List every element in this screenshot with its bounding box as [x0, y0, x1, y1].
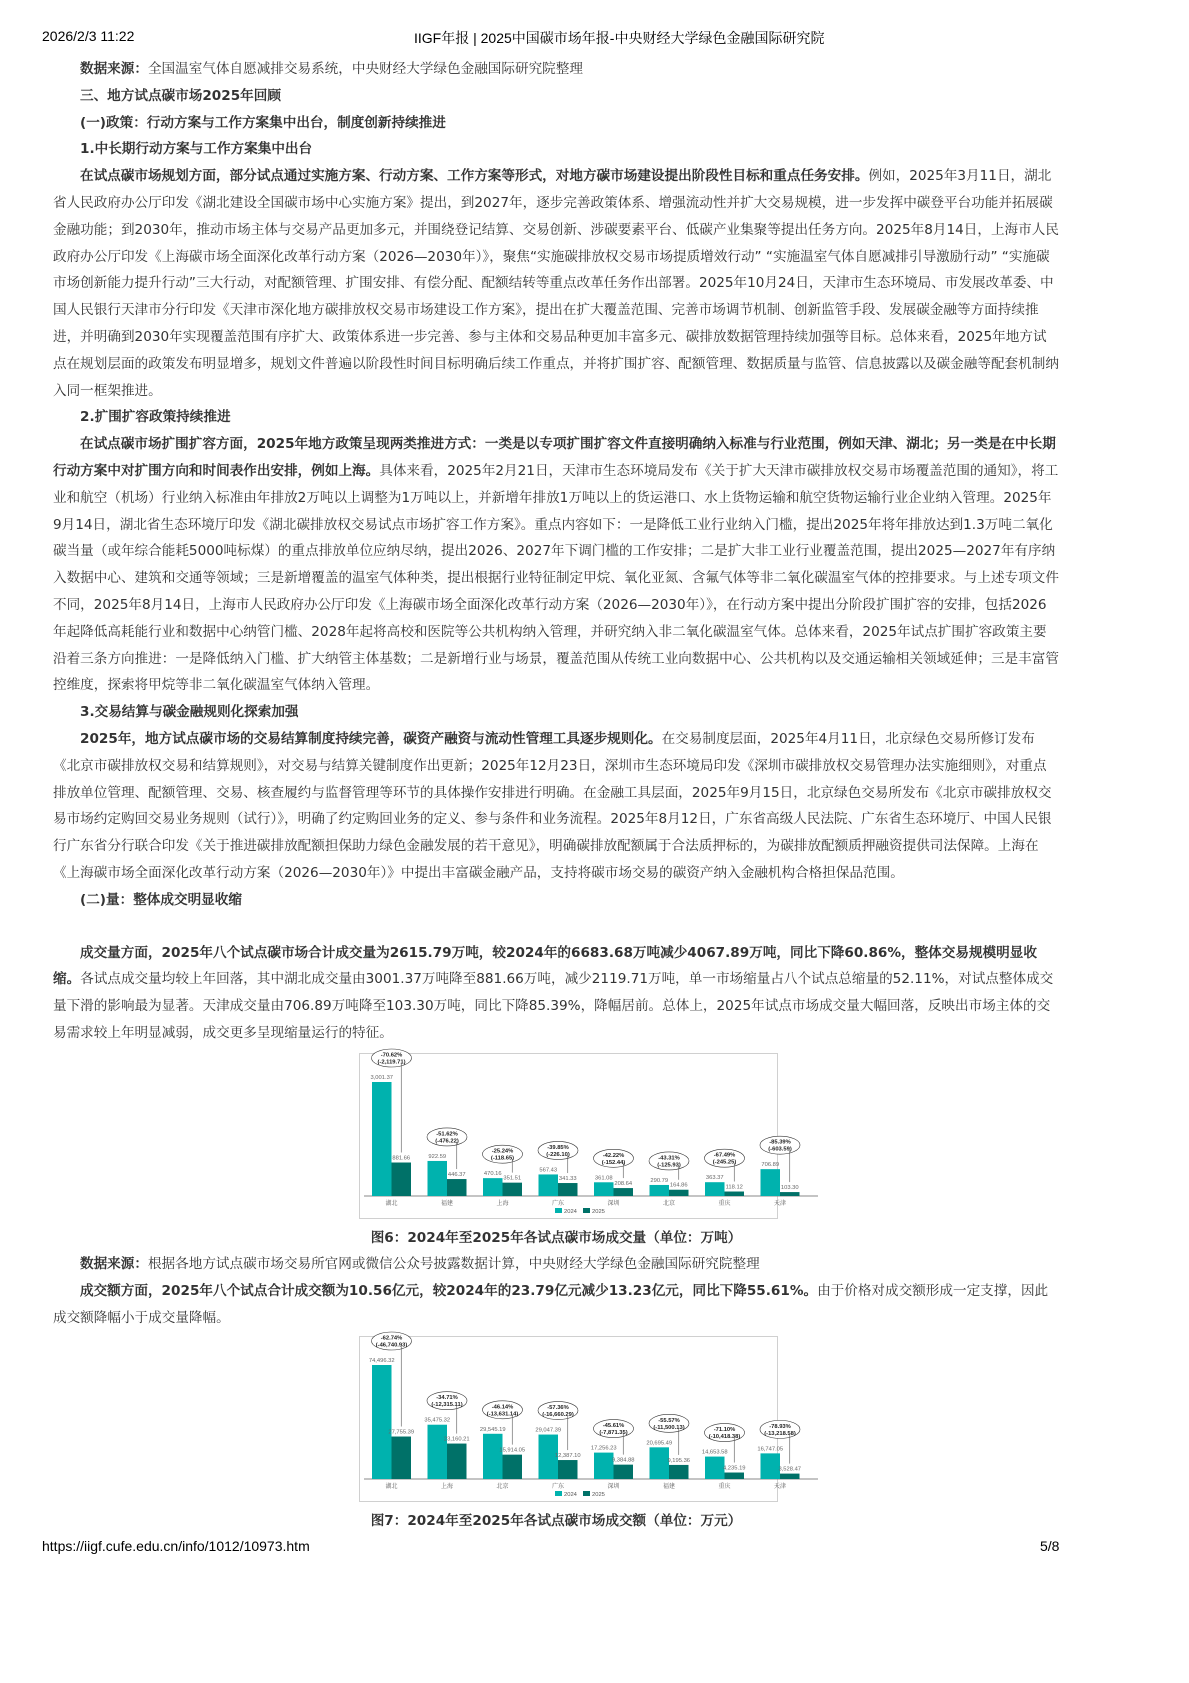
annotation-pct: -67.49% — [713, 1152, 736, 1159]
annotation-diff: (-152.44) — [601, 1159, 626, 1166]
annotation-diff: (-125.93) — [657, 1162, 681, 1169]
bar-2025 — [392, 1162, 412, 1195]
annotation-pct: -46.14% — [491, 1404, 514, 1411]
bar-2025 — [669, 1189, 689, 1195]
annotation-pct: -85.39% — [769, 1139, 791, 1146]
figure-6-caption: 图6：2024年至2025年各试点碳市场成交量（单位：万吨） — [370, 1229, 742, 1246]
annotation-diff: (-226.10) — [546, 1151, 570, 1158]
bar-2024 — [705, 1456, 725, 1478]
data-label: 17,256.23 — [590, 1445, 617, 1452]
subsection-heading-volume: (二)量：整体成交明显收缩 — [80, 891, 242, 908]
heading-2: 2.扩围扩容政策持续推进 — [80, 409, 231, 426]
bar-2024 — [483, 1434, 503, 1479]
bar-2025 — [614, 1465, 634, 1479]
annotation-pct: -55.57% — [658, 1417, 680, 1424]
bar-2024 — [428, 1161, 448, 1196]
annotation-diff: (-11,500.13) — [653, 1424, 685, 1431]
chart-value — [359, 1335, 802, 1502]
source-text: 全国温室气体自愿减排交易系统，中央财经大学绿色金融国际研究院整理 — [147, 61, 583, 77]
data-label: 9,384.88 — [611, 1457, 635, 1464]
bar-2024 — [761, 1453, 781, 1479]
category-label: 福建 — [662, 1483, 676, 1490]
paragraph-3 — [53, 726, 1059, 887]
annotation-diff: (-118.65) — [490, 1155, 515, 1162]
data-label: 208.64 — [614, 1180, 633, 1187]
data-label: 27,755.39 — [388, 1429, 415, 1436]
category-label: 福建 — [440, 1200, 454, 1207]
category-label: 上海 — [440, 1483, 454, 1490]
data-label: 20,695.49 — [646, 1440, 673, 1447]
bar-2025 — [725, 1472, 745, 1478]
bar-2025 — [503, 1182, 523, 1195]
lead: 在试点碳市场规划方面，部分试点通过实施方案、行动方案、工作方案等形式，对地方碳市场建设提出阶段性目标和重点任务安排。 — [80, 168, 869, 185]
data-source-2 — [53, 1251, 1059, 1278]
annotation-pct: -39.85% — [547, 1144, 569, 1151]
body: 例如，2025年3月11日，湖北省人民政府办公厅印发《湖北建设全国碳市场中心实施方案》提出，到2027年，逐步完善政策体系、增强流动性并扩大交易规模，进一步发挥中碳登平台功能并拓展碳金融功能；到2030年，推动市场主体与交易产品更加多元，并围绕登记结算、交易创新、涉碳要素平台、低碳产业集聚等提出任务方向。2025年8月14日，上海市人民政府办公厅印发《上海碳市场全面深化改革行动方案（2026—2030年）》，聚焦“实施碳排放权交易市场提质增效行动” “实施温室气体自愿减排引导激励行动” “实施碳市场创新能力提升行动”三大行动，对配额管理、扩围安排、有偿分配、配额结转等重点改革任务作出部署。2025年10月24日，天津市生态环境局、市发展改革委、中国人民银行天津市分行印发《天津市深化地方碳排放权交易市场建设工作方案》，提出在扩大覆盖范围、完善市场调节机制、创新监管手段、发展碳金融等方面持续推进，并明确到2030年实现覆盖范围有序扩大、政策体系进一步完善、参与主体和交易品种更加丰富多元、碳排放数据管理持续加强等目标。总体来看，2025年地方试点在规划层面的政策发布明显增多，规划文件普遍以阶段性时间目标明确后续工作重点，并将扩围扩容、配额管理、数据质量与监管、信息披露以及碳金融等配套机制纳入同一框架推进。 — [53, 168, 1059, 399]
data-label: 567.43 — [539, 1167, 558, 1174]
annotation-pct: -45.61% — [602, 1422, 625, 1429]
data-label: 9,195.36 — [667, 1457, 691, 1464]
bar-2024 — [594, 1452, 614, 1478]
data-label: 341.33 — [558, 1175, 577, 1182]
legend-label: 2024 — [564, 1491, 577, 1498]
paragraph-5 — [53, 1278, 1059, 1332]
annotation-diff: (-13,218.58) — [764, 1430, 796, 1437]
category-label: 深圳 — [607, 1483, 620, 1490]
annotation-pct: -78.93% — [769, 1423, 791, 1430]
lead: 成交额方面，2025年八个试点合计成交额为10.56亿元，较2024年的23.79亿元减少13.23亿元，同比下降55.61%。 — [80, 1283, 818, 1300]
heading-3: 3.交易结算与碳金融规则化探索加强 — [80, 704, 299, 721]
category-label: 重庆 — [718, 1483, 731, 1490]
data-label: 363.37 — [705, 1174, 724, 1181]
bar-2024 — [372, 1365, 392, 1479]
bar-2025 — [669, 1465, 689, 1479]
lead: 在试点碳市场扩围扩容方面，2025年地方政策呈现两类推进方式：一类是以专项扩围扩容文件直接明确纳入标准与行业范围，例如天津、湖北；另一类是在中长期行动方案中对扩围方向和时间表作出安排，例如上海。 — [53, 436, 1056, 479]
source-label: 数据来源： — [80, 61, 148, 77]
annotation-diff: (-603.59) — [768, 1146, 792, 1153]
paragraph-1 — [53, 163, 1059, 404]
data-label: 16,747.05 — [757, 1446, 784, 1453]
source-label: 数据来源： — [80, 1256, 148, 1273]
bar-2024 — [650, 1447, 670, 1479]
article-body — [53, 56, 1059, 1535]
bar-2025 — [447, 1443, 467, 1478]
category-label: 天津 — [773, 1200, 787, 1207]
annotation-pct: -25.24% — [491, 1148, 514, 1155]
data-label: 706.89 — [761, 1161, 780, 1168]
bar-2025 — [503, 1455, 523, 1479]
annotation-pct: -34.71% — [436, 1395, 458, 1402]
annotation-pct: -42.22% — [602, 1152, 625, 1159]
legend-swatch — [555, 1208, 562, 1213]
data-label: 15,914.05 — [499, 1447, 526, 1454]
data-label: 14,653.58 — [701, 1449, 728, 1456]
bar-2024 — [761, 1169, 781, 1196]
data-label: 470.16 — [483, 1170, 502, 1177]
legend-label: 2025 — [592, 1491, 605, 1498]
data-label: 881.66 — [392, 1155, 411, 1162]
heading-1: 1.中长期行动方案与工作方案集中出台 — [80, 141, 313, 158]
print-date: 2026/2/3 11:22 — [42, 28, 135, 44]
data-label: 35,475.32 — [424, 1417, 451, 1424]
bar-2024 — [539, 1174, 559, 1196]
bar-2025 — [725, 1191, 745, 1195]
paragraph-4 — [53, 940, 1059, 1047]
bar-2025 — [614, 1188, 634, 1196]
annotation-diff: (-476.22) — [435, 1138, 459, 1145]
bar-2025 — [780, 1473, 800, 1478]
lead: 2025年，地方试点碳市场的交易结算制度持续完善，碳资产融资与流动性管理工具逐步规则化。 — [80, 730, 662, 747]
annotation-diff: (-7,871.35) — [599, 1429, 628, 1436]
body: 在交易制度层面，2025年4月11日，北京绿色交易所修订发布《北京市碳排放权交易和结算规则》，对交易与结算关键制度作出更新；2025年12月23日，深圳市生态环境局印发《深圳市碳排放权交易管理办法实施细则》，对重点排放单位管理、配额管理、交易、核查履约与监督管理等环节的具体操作安排进行明确。在金融工具层面，2025年9月15日，北京绿色交易所发布《北京市碳排放权交易市场约定购回交易业务规则（试行）》，明确了约定购回业务的定义、参与条件和业务流程。2025年8月12日，广东省高级人民法院、广东省生态环境厅、中国人民银行广东省分行联合印发《关于推进碳排放配额担保助力绿色金融发展的若干意见》，明确碳排放配额属于合法质押标的，为碳排放配额质押融资提供司法保障。上海在《上海碳市场全面深化改革行动方案（2026—2030年）》中提出丰富碳金融产品，支持将碳市场交易的碳资产纳入金融机构合格担保品范围。 — [53, 730, 1052, 881]
lead: 成交量方面，2025年八个试点碳市场合计成交量为2615.79万吨，较2024年的6683.68万吨减少4067.89万吨，同比下降60.86%，整体交易规模明显收缩。 — [53, 944, 1037, 988]
bar-2024 — [483, 1178, 503, 1196]
page-title: IIGF年报 | 2025中国碳市场年报-中央财经大学绿色金融国际研究院 — [414, 30, 825, 46]
data-source-1 — [53, 56, 1059, 83]
category-label: 重庆 — [718, 1200, 731, 1207]
bar-2025 — [780, 1192, 800, 1196]
source-text: 根据各地方试点碳市场交易所官网或微信公众号披露数据计算，中央财经大学绿色金融国际研究院整理 — [147, 1256, 760, 1273]
body: 具体来看，2025年2月21日，天津市生态环境局发布《关于扩大天津市碳排放权交易市场覆盖范围的通知》，将工业和航空（机场）行业纳入标准由年排放2万吨以上调整为1万吨以上，并新增年排放1万吨以上的货运港口、水上货物运输和航空货物运输行业企业纳入管理。2025年9月14日，湖北省生态环境厅印发《湖北碳排放权交易试点市场扩容工作方案》。重点内容如下：一是降低工业行业纳入门槛，提出2025年将年排放达到1.3万吨二氧化碳当量（或年综合能耗5000吨标煤）的重点排放单位应纳尽纳，提出2026、2027年下调门槛的工作安排；二是扩大非工业行业覆盖范围，提出2025—2027年有序纳入数据中心、建筑和交通等领域；三是新增覆盖的温室气体种类，提出根据行业特征制定甲烷、氧化亚氮、含氟气体等非二氧化碳温室气体的控排要求。与上述专项文件不同，2025年8月14日，上海市人民政府办公厅印发《上海碳市场全面深化改革行动方案（2026—2030年）》，在行动方案中提出分阶段扩围扩容的安排，包括2026年起降低高耗能行业和数据中心纳管门槛、2028年起将高校和医院等公共机构纳入管理，并研究纳入非二氧化碳温室气体。总体来看，2025年试点扩围扩容政策主要沿着三条方向推进：一是降低纳入门槛、扩大纳管主体基数；二是新增行业与场景，覆盖范围从传统工业向数据中心、公共机构以及交通运输相关领域延伸；三是丰富管控维度，探索将甲烷等非二氧化碳温室气体纳入管理。 — [53, 462, 1059, 694]
data-label: 361.08 — [594, 1174, 613, 1181]
bar-2024 — [705, 1182, 725, 1196]
legend-swatch — [583, 1208, 590, 1213]
bar-2025 — [392, 1436, 412, 1478]
body: 由于价格对成交额形成一定支撑，因此成交额降幅小于成交量降幅。 — [53, 1283, 1049, 1327]
data-label: 922.59 — [428, 1153, 447, 1160]
data-label: 290.79 — [650, 1177, 669, 1184]
annotation-pct: -62.74% — [380, 1335, 403, 1342]
paragraph-2 — [53, 431, 1059, 699]
data-label: 164.86 — [669, 1182, 688, 1189]
annotation-diff: (-46,740.93) — [375, 1342, 408, 1349]
annotation-diff: (-2,119.71) — [377, 1059, 406, 1066]
data-label: 23,160.21 — [443, 1436, 470, 1443]
category-label: 湖北 — [385, 1483, 398, 1490]
data-label: 12,387.10 — [554, 1452, 581, 1459]
data-label: 29,047.39 — [535, 1427, 562, 1434]
legend-swatch — [583, 1491, 590, 1496]
category-label: 广东 — [551, 1200, 565, 1207]
annotation-diff: (-16,660.29) — [542, 1411, 574, 1418]
bar-2025 — [558, 1183, 578, 1196]
annotation-pct: -51.62% — [436, 1131, 458, 1138]
category-label: 广东 — [551, 1483, 565, 1490]
data-label: 351.51 — [503, 1175, 522, 1182]
data-label: 4,235.19 — [722, 1465, 746, 1472]
data-label: 3,528.47 — [778, 1466, 802, 1473]
data-label: 446.37 — [447, 1171, 466, 1178]
bar-2024 — [372, 1082, 392, 1196]
legend-label: 2024 — [564, 1208, 577, 1215]
annotation-diff: (-10,418.38) — [708, 1433, 741, 1440]
bar-2024 — [650, 1185, 670, 1196]
section-heading: 三、地方试点碳市场2025年回顾 — [80, 87, 281, 104]
category-label: 北京 — [496, 1483, 509, 1490]
annotation-pct: -43.31% — [658, 1155, 680, 1162]
annotation-pct: -57.36% — [547, 1404, 569, 1411]
bar-2025 — [447, 1179, 467, 1196]
category-label: 北京 — [662, 1200, 676, 1207]
data-label: 3,001.37 — [370, 1074, 394, 1081]
annotation-diff: (-12,315.11) — [431, 1402, 463, 1409]
figure-7-caption: 图7：2024年至2025年各试点碳市场成交额（单位：万元） — [370, 1512, 742, 1529]
annotation-pct: -71.10% — [713, 1426, 736, 1433]
chart-volume — [359, 1052, 799, 1219]
data-label: 118.12 — [725, 1184, 743, 1191]
legend-swatch — [555, 1491, 562, 1496]
annotation-diff: (-245.25) — [712, 1159, 737, 1166]
subsection-heading-policy: (一)政策：行动方案与工作方案集中出台，制度创新持续推进 — [80, 114, 446, 131]
category-label: 深圳 — [607, 1200, 620, 1207]
legend-label: 2025 — [592, 1208, 605, 1215]
category-label: 上海 — [496, 1200, 509, 1207]
data-label: 29,545.19 — [479, 1426, 506, 1433]
data-label: 74,496.32 — [368, 1357, 395, 1364]
page-number: 5/8 — [1040, 1538, 1060, 1554]
bar-2024 — [428, 1425, 448, 1479]
body: 各试点成交量均较上年回落，其中湖北成交量由3001.37万吨降至881.66万吨，减少2119.71万吨，单一市场缩量占八个试点总缩量的52.11%，对试点整体成交量下滑的影响最为显著。天津成交量由706.89万吨降至103.30万吨，同比下降85.39%，降幅居前。总体上，2025年试点市场成交量大幅回落，反映出市场主体的交易需求较上年明显减弱，成交更多呈现缩量运行的特征。 — [53, 971, 1054, 1041]
bar-2024 — [594, 1182, 614, 1196]
annotation-pct: -70.62% — [380, 1052, 403, 1059]
data-label: 103.30 — [780, 1184, 799, 1191]
page-url: https://iigf.cufe.edu.cn/info/1012/10973.htm — [42, 1538, 310, 1554]
bar-2025 — [558, 1460, 578, 1479]
annotation-diff: (-13,631.14) — [486, 1411, 519, 1418]
category-label: 天津 — [773, 1483, 787, 1490]
category-label: 湖北 — [385, 1200, 398, 1207]
